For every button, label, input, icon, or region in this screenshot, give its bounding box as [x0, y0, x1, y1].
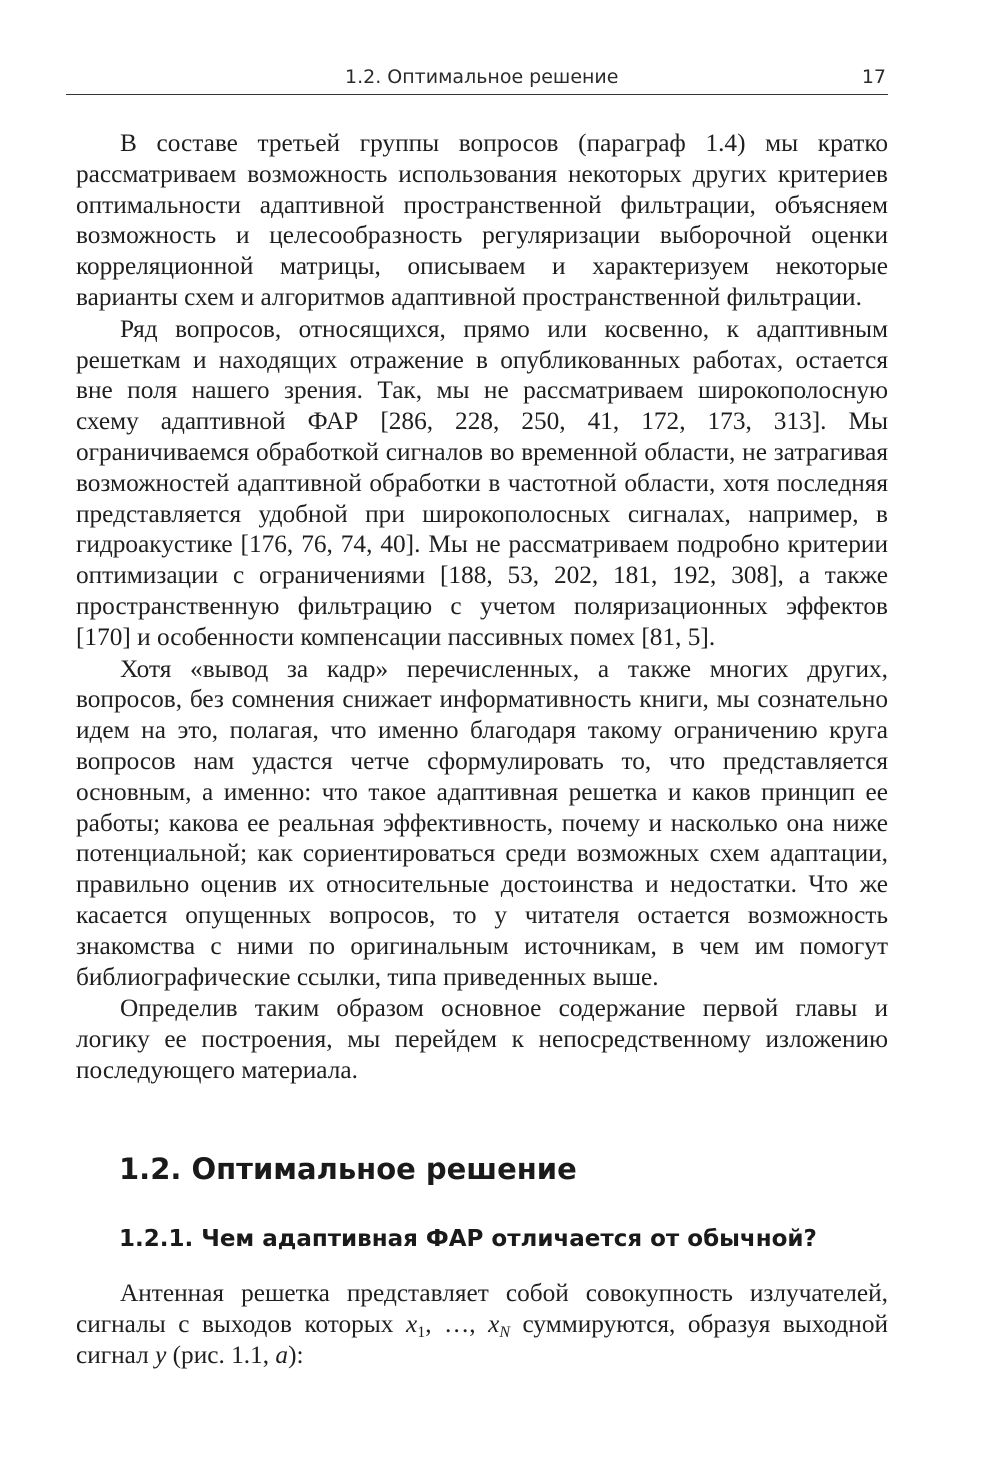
running-header-title: 1.2. Оптимальное решение: [345, 66, 619, 88]
text-run: суммируются, образуя выходной сигнал: [76, 1309, 889, 1369]
math-var-x: x: [488, 1309, 500, 1338]
text-run: , …,: [425, 1309, 489, 1338]
paragraph: Ряд вопросов, относящихся, прямо или косвенно, к адаптивным решеткам и находящих отражение в опубликованных работах, остается вне поля нашего зрения. Так, мы не рассматриваем широкополосную схему адаптивной ФАР [286, 228, 250, 41, 172, 173, 313]. Мы ограничиваемся обработкой сигналов во временной области, не затрагивая возможностей адаптивной обработки в частотной области, хотя последняя представляется удобной при широкополосных сигналах, например, в гидроакустике [176, 76, 74, 40]. Мы не рассматриваем подробно критерии оптимизации с ограничениями [188, 53, 202, 181, 192, 308], а также пространственную фильтрацию с учетом поляризационных эффектов [170] и особенности компенсации пассивных помех [81, 5].: [76, 314, 888, 651]
section-heading: 1.2. Оптимальное решение: [119, 1152, 577, 1186]
running-header: [66, 62, 888, 95]
text-run: (рис. 1.1,: [166, 1340, 276, 1369]
paragraph: Хотя «вывод за кадр» перечисленных, а также многих других, вопросов, без сомнения снижает информативность книги, мы сознательно идем на это, полагая, что именно благодаря такому ограничению круга вопросов нам удастся четче сформулировать то, что представляется основным, а именно: что такое адаптивная решетка и каков принцип ее работы; какова ее реальная эффективность, почему и насколько она ниже потенциальной; как сориентироваться среди возможных схем адаптации, правильно оценив их относительные достоинства и недостатки. Что же касается опущенных вопросов, то у читателя остается возможность знакомства с ними по оригинальным источникам, в чем им помогут библиографические ссылки, типа приведенных выше.: [76, 654, 888, 991]
math-subscript: N: [499, 1323, 511, 1341]
page-number: 17: [861, 66, 886, 88]
paragraph: Определив таким образом основное содержание первой главы и логику ее построения, мы перейдем к непосредственному изложению последующего материала.: [76, 994, 888, 1084]
body-text: [76, 128, 888, 1087]
text-run: ):: [288, 1340, 304, 1369]
math-var-y: y: [155, 1340, 167, 1369]
text-run: Антенная решетка представляет собой совокупность излучателей, сигналы с выходов которых: [76, 1279, 888, 1338]
intro-paragraph: [76, 1278, 888, 1370]
math-subscript: 1: [417, 1323, 426, 1341]
math-var-a: а: [275, 1340, 289, 1369]
subsection-heading: 1.2.1. Чем адаптивная ФАР отличается от обычной?: [119, 1226, 817, 1252]
paragraph: В составе третьей группы вопросов (параграф 1.4) мы кратко рассматриваем возможность использования некоторых других критериев оптимальности адаптивной пространственной фильтрации, объясняем возможность и целесообразность регуляризации выборочной оценки корреляционной матрицы, описываем и характеризуем некоторые варианты схем и алгоритмов адаптивной пространственной фильтрации.: [76, 129, 888, 311]
math-var-x: x: [405, 1309, 418, 1338]
paragraph: [76, 1278, 888, 1370]
